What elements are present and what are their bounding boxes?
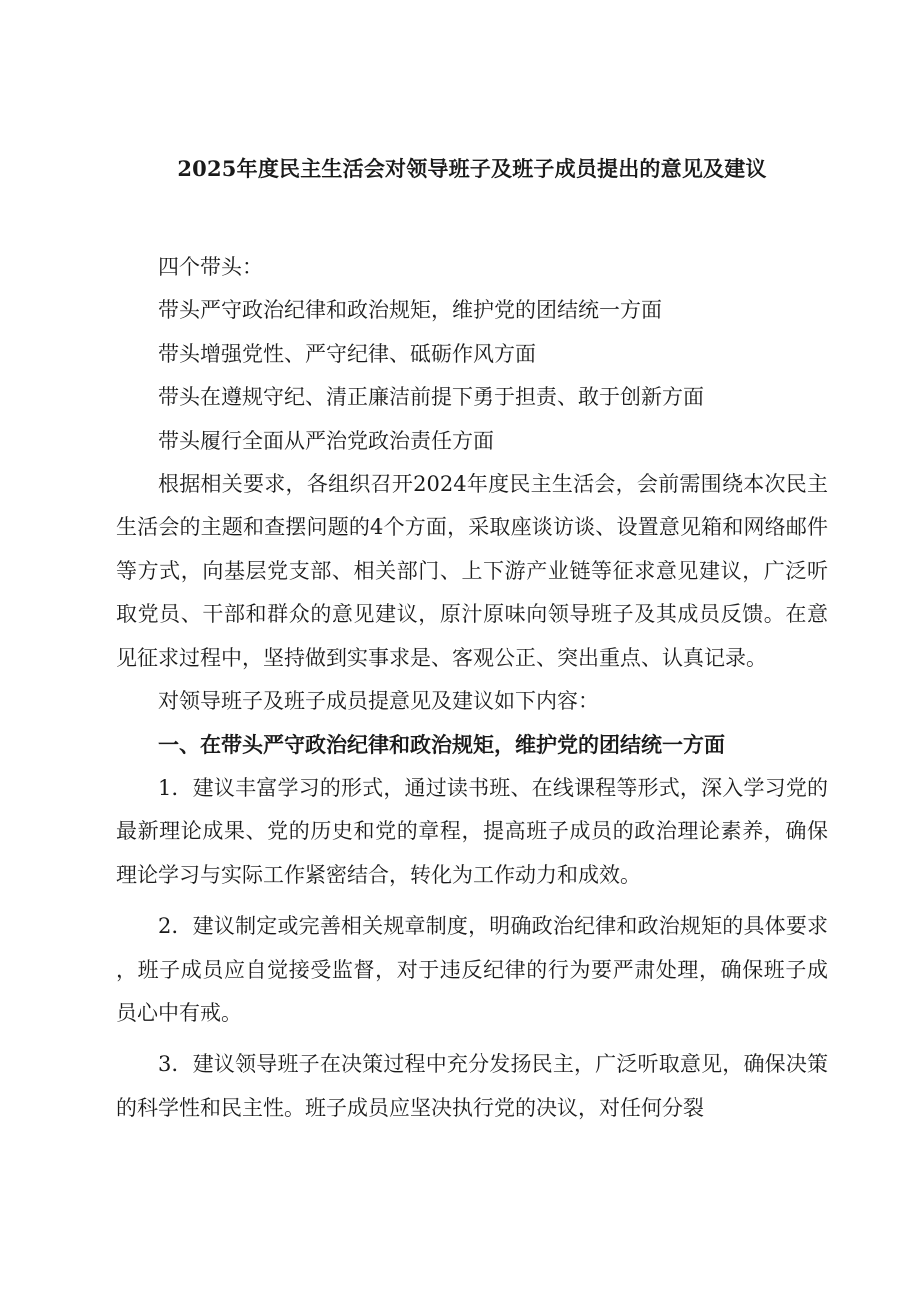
section-1-item: 2．建议制定或完善相关规章制度，明确政治纪律和政治规矩的具体要求，班子成员应自觉接受监督，对于违反纪律的行为要严肃处理，确保班子成员心中有戒。 (116, 914, 828, 1025)
document-title: 2025年度民主生活会对领导班子及班子成员提出的意见及建议 (177, 156, 767, 181)
section-1-heading: 一、在带头严守政治纪律和政治规矩，维护党的团结统一方面 (158, 732, 725, 758)
section-1-item: 3．建议领导班子在决策过程中充分发扬民主，广泛听取意见，确保决策的科学性和民主性。班子成员应坚决执行党的决议，对任何分裂 (116, 1052, 828, 1120)
lead-in-line: 对领导班子及班子成员提意见及建议如下内容： (158, 689, 599, 714)
section-1-item: 1．建议丰富学习的形式，通过读书班、在线课程等形式，深入学习党的最新理论成果、党的历史和党的章程，提高班子成员的政治理论素养，确保理论学习与实际工作紧密结合，转化为工作动力和成效。 (116, 775, 828, 887)
four-leads-item: 带头在遵规守纪、清正廉洁前提下勇于担责、敢于创新方面 (158, 385, 704, 410)
document-body (116, 246, 828, 1130)
intro-paragraph: 根据相关要求，各组织召开2024年度民主生活会，会前需围绕本次民主生活会的主题和查摆问题的4个方面，采取座谈访谈、设置意见箱和网络邮件等方式，向基层党支部、相关部门、上下游产业链等征求意见建议，广泛听取党员、干部和群众的意见建议，原汁原味向领导班子及其成员反馈。在意见征求过程中，坚持做到实事求是、客观公正、突出重点、认真记录。 (116, 472, 828, 670)
four-leads-item: 带头严守政治纪律和政治规矩，维护党的团结统一方面 (158, 298, 662, 323)
four-leads-heading: 四个带头： (158, 255, 263, 279)
four-leads-item: 带头增强党性、严守纪律、砥砺作风方面 (158, 341, 536, 366)
four-leads-item: 带头履行全面从严治党政治责任方面 (158, 428, 494, 453)
